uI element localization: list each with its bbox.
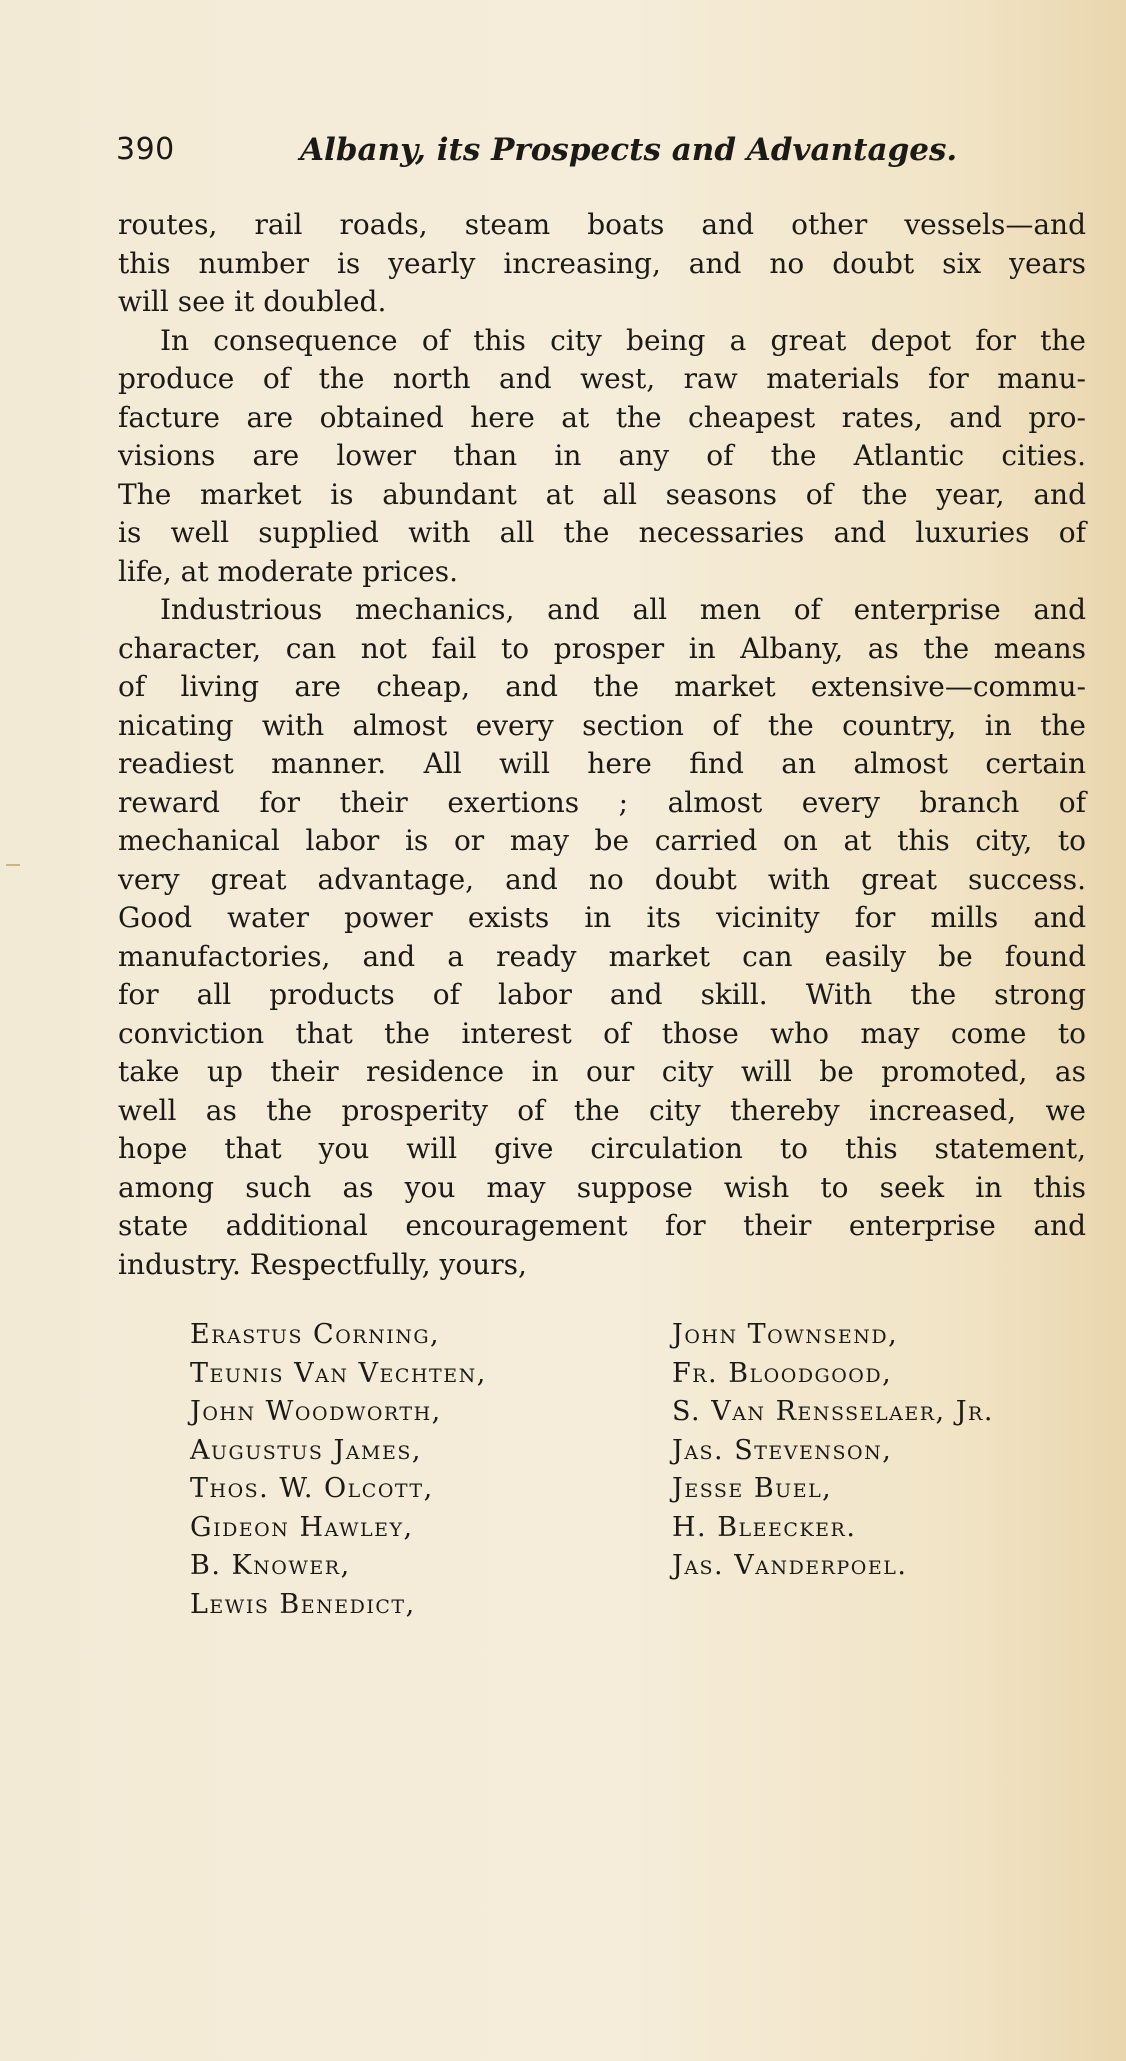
signatory-name: Jesse Buel, xyxy=(672,1473,833,1504)
text-line: Good water power exists in its vicinity for mills and xyxy=(118,901,1086,934)
text-line: hope that you will give circulation to this statement, xyxy=(118,1132,1086,1165)
text-line: for all products of labor and skill. With the strong xyxy=(118,978,1086,1011)
running-title: Albany, its Prospects and Advantages. xyxy=(300,132,958,168)
text-line: readiest manner. All will here find an almost certain xyxy=(118,747,1086,780)
text-line: life, at moderate prices. xyxy=(118,554,458,588)
signatory-name: Jas. Stevenson, xyxy=(672,1434,893,1466)
text-line: routes, rail roads, steam boats and other vessels—and xyxy=(118,208,1086,241)
text-line: take up their residence in our city will be promoted, as xyxy=(118,1055,1086,1088)
signatory-name: Lewis Benedict, xyxy=(190,1588,416,1620)
signatory-name: Thos. W. Olcott, xyxy=(190,1473,434,1504)
text-line: state additional encouragement for their enterprise and xyxy=(118,1209,1086,1242)
text-line: industry. Respectfully, yours, xyxy=(118,1247,527,1281)
text-line: In consequence of this city being a great depot for the xyxy=(160,323,1086,357)
text-line: visions are lower than in any of the Atlantic cities. xyxy=(118,439,1086,472)
body-text xyxy=(118,206,1086,1284)
text-line: very great advantage, and no doubt with great success. xyxy=(118,862,1086,896)
text-line: Industrious mechanics, and all men of enterprise and xyxy=(160,593,1086,626)
text-line: nicating with almost every section of the country, in the xyxy=(118,708,1086,742)
signatory-name: Jas. Vanderpoel. xyxy=(672,1550,908,1581)
text-line: manufactories, and a ready market can easily be found xyxy=(118,939,1086,973)
paragraph xyxy=(118,206,1086,322)
paragraph xyxy=(118,322,1086,592)
text-line: is well supplied with all the necessaries and luxuries of xyxy=(118,516,1086,549)
signatory-name: H. Bleecker. xyxy=(672,1511,857,1543)
text-line: well as the prosperity of the city thereby increased, we xyxy=(118,1093,1086,1127)
text-line: facture are obtained here at the cheapest rates, and pro- xyxy=(118,400,1086,434)
signatory-name: John Townsend, xyxy=(672,1319,899,1350)
page-number: 390 xyxy=(116,132,175,167)
margin-mark xyxy=(6,864,20,866)
text-line: will see it doubled. xyxy=(118,285,387,318)
signatory-name: John Woodworth, xyxy=(190,1396,442,1427)
signatory-name: S. Van Rensselaer, Jr. xyxy=(672,1396,994,1427)
text-line: produce of the north and west, raw materials for manu- xyxy=(118,362,1086,395)
signatory-name: Erastus Corning, xyxy=(190,1319,441,1350)
signature-column-left xyxy=(190,1316,487,1624)
page-header xyxy=(116,132,1016,180)
text-line: of living are cheap, and the market extensive—commu- xyxy=(118,670,1086,703)
text-line: this number is yearly increasing, and no doubt six years xyxy=(118,246,1086,280)
signatory-name: Teunis Van Vechten, xyxy=(190,1357,487,1389)
text-line: The market is abundant at all seasons of the year, and xyxy=(118,477,1086,511)
text-line: conviction that the interest of those who may come to xyxy=(118,1016,1086,1050)
text-line: reward for their exertions ; almost every branch of xyxy=(118,785,1086,819)
signatory-name: B. Knower, xyxy=(190,1550,351,1581)
paragraph xyxy=(118,591,1086,1284)
signatory-name: Fr. Bloodgood, xyxy=(672,1357,893,1389)
signatory-name: Gideon Hawley, xyxy=(190,1511,414,1543)
signatory-name: Augustus James, xyxy=(190,1434,422,1466)
text-line: among such as you may suppose wish to seek in this xyxy=(118,1170,1086,1204)
text-line: character, can not fail to prosper in Albany, as the means xyxy=(118,631,1086,665)
signature-column-right xyxy=(672,1316,994,1586)
text-line: mechanical labor is or may be carried on at this city, to xyxy=(118,824,1086,857)
